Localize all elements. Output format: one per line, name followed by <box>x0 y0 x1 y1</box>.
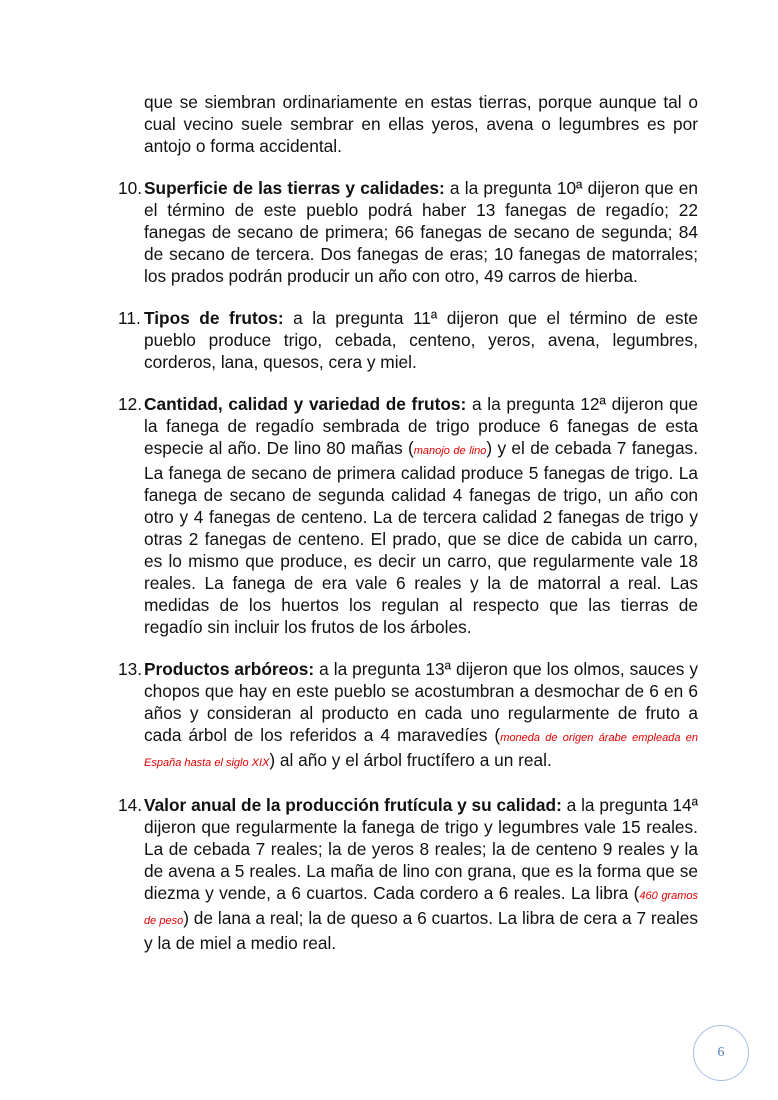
item-text: a la pregunta 13ª dijeron que los olmos, sauces y chopos que hay en este pueblo se acostumbran a desmochar de 6 en 6 años y consideran al producto en cada uno regularmente de fruto a cada árbol de los referidos a 4 maravedíes ( <box>144 659 698 745</box>
item-14 <box>118 794 698 954</box>
item-title: Superficie de las tierras y calidades: <box>144 178 445 198</box>
item-number: 10. <box>118 178 143 198</box>
item-text: a la pregunta 10ª dijeron que en el término de este pueblo podrá haber 13 fanegas de regadío; 22 fanegas de secano de primera; 66 fanegas de secano de segunda; 84 de secano de tercera. Dos fanegas de eras; 10 fanegas de matorrales; los prados podrán producir un año con otro, 49 carros de hierba. <box>144 178 698 286</box>
item-11 <box>118 307 698 373</box>
inline-note: moneda de origen árabe empleada en España hasta el siglo XIX <box>144 732 699 769</box>
item-title: Valor anual de la producción frutícula y su calidad: <box>144 795 562 815</box>
item-text: a la pregunta 11ª dijeron que el término de este pueblo produce trigo, cebada, centeno, yeros, avena, legumbres, corderos, lana, quesos, cera y miel. <box>144 308 698 372</box>
item-13 <box>118 658 698 774</box>
item-number: 13. <box>118 659 143 679</box>
item-title: Productos arbóreos: <box>144 659 315 679</box>
item-number: 12. <box>118 394 143 414</box>
item-text: a la pregunta 14ª dijeron que regularmente la fanega de trigo y legumbres vale 15 reales. La de cebada 7 reales; la de yeros 8 reales; la de centeno 9 reales y la de avena a 5 reales. La maña de lino con grana, que es la forma que se diezma y vende, a 6 cuartos. Cada cordero a 6 reales. La libra ( <box>144 795 699 903</box>
item-12 <box>118 393 698 638</box>
item-title: Tipos de frutos: <box>144 308 284 328</box>
inline-note: manojo de lino <box>413 445 487 457</box>
item-10 <box>118 177 698 287</box>
page-number: 6 <box>717 1045 725 1060</box>
page-content <box>118 91 698 954</box>
item-title: Cantidad, calidad y variedad de frutos: <box>144 394 467 414</box>
item-number: 11. <box>118 308 141 328</box>
item-text-continued: ) de lana a real; la de queso a 6 cuartos. La libra de cera a 7 reales y la de miel a medio real. <box>144 908 698 953</box>
inline-note: 460 gramos de peso <box>144 890 698 927</box>
page-number-badge <box>693 1025 749 1081</box>
item-number: 14. <box>118 795 143 815</box>
item-text-continued: ) al año y el árbol fructífero a un real. <box>269 750 552 770</box>
item-text: a la pregunta 12ª dijeron que la fanega de regadío sembrada de trigo produce 6 fanegas de esta especie al año. De lino 80 mañas ( <box>144 394 699 458</box>
intro-paragraph: que se siembran ordinariamente en estas tierras, porque aunque tal o cual vecino suele sembrar en ellas yeros, avena o legumbres es por antojo o forma accidental. <box>144 92 698 156</box>
item-text-continued: ) y el de cebada 7 fanegas. La fanega de secano de primera calidad produce 5 fanegas de trigo. La fanega de secano de segunda calidad 4 fanegas de trigo, un año con otro y 4 fanegas de centeno. La de tercera calidad 2 fanegas de trigo y otras 2 fanegas de centeno. El prado, que se dice de cabida un carro, es lo mismo que produce, es decir un carro, que regularmente vale 18 reales. La fanega de era vale 6 reales y la de matorral a real. Las medidas de los huertos los regulan al respecto que las tierras de regadío sin incluir los frutos de los árboles. <box>144 438 698 637</box>
